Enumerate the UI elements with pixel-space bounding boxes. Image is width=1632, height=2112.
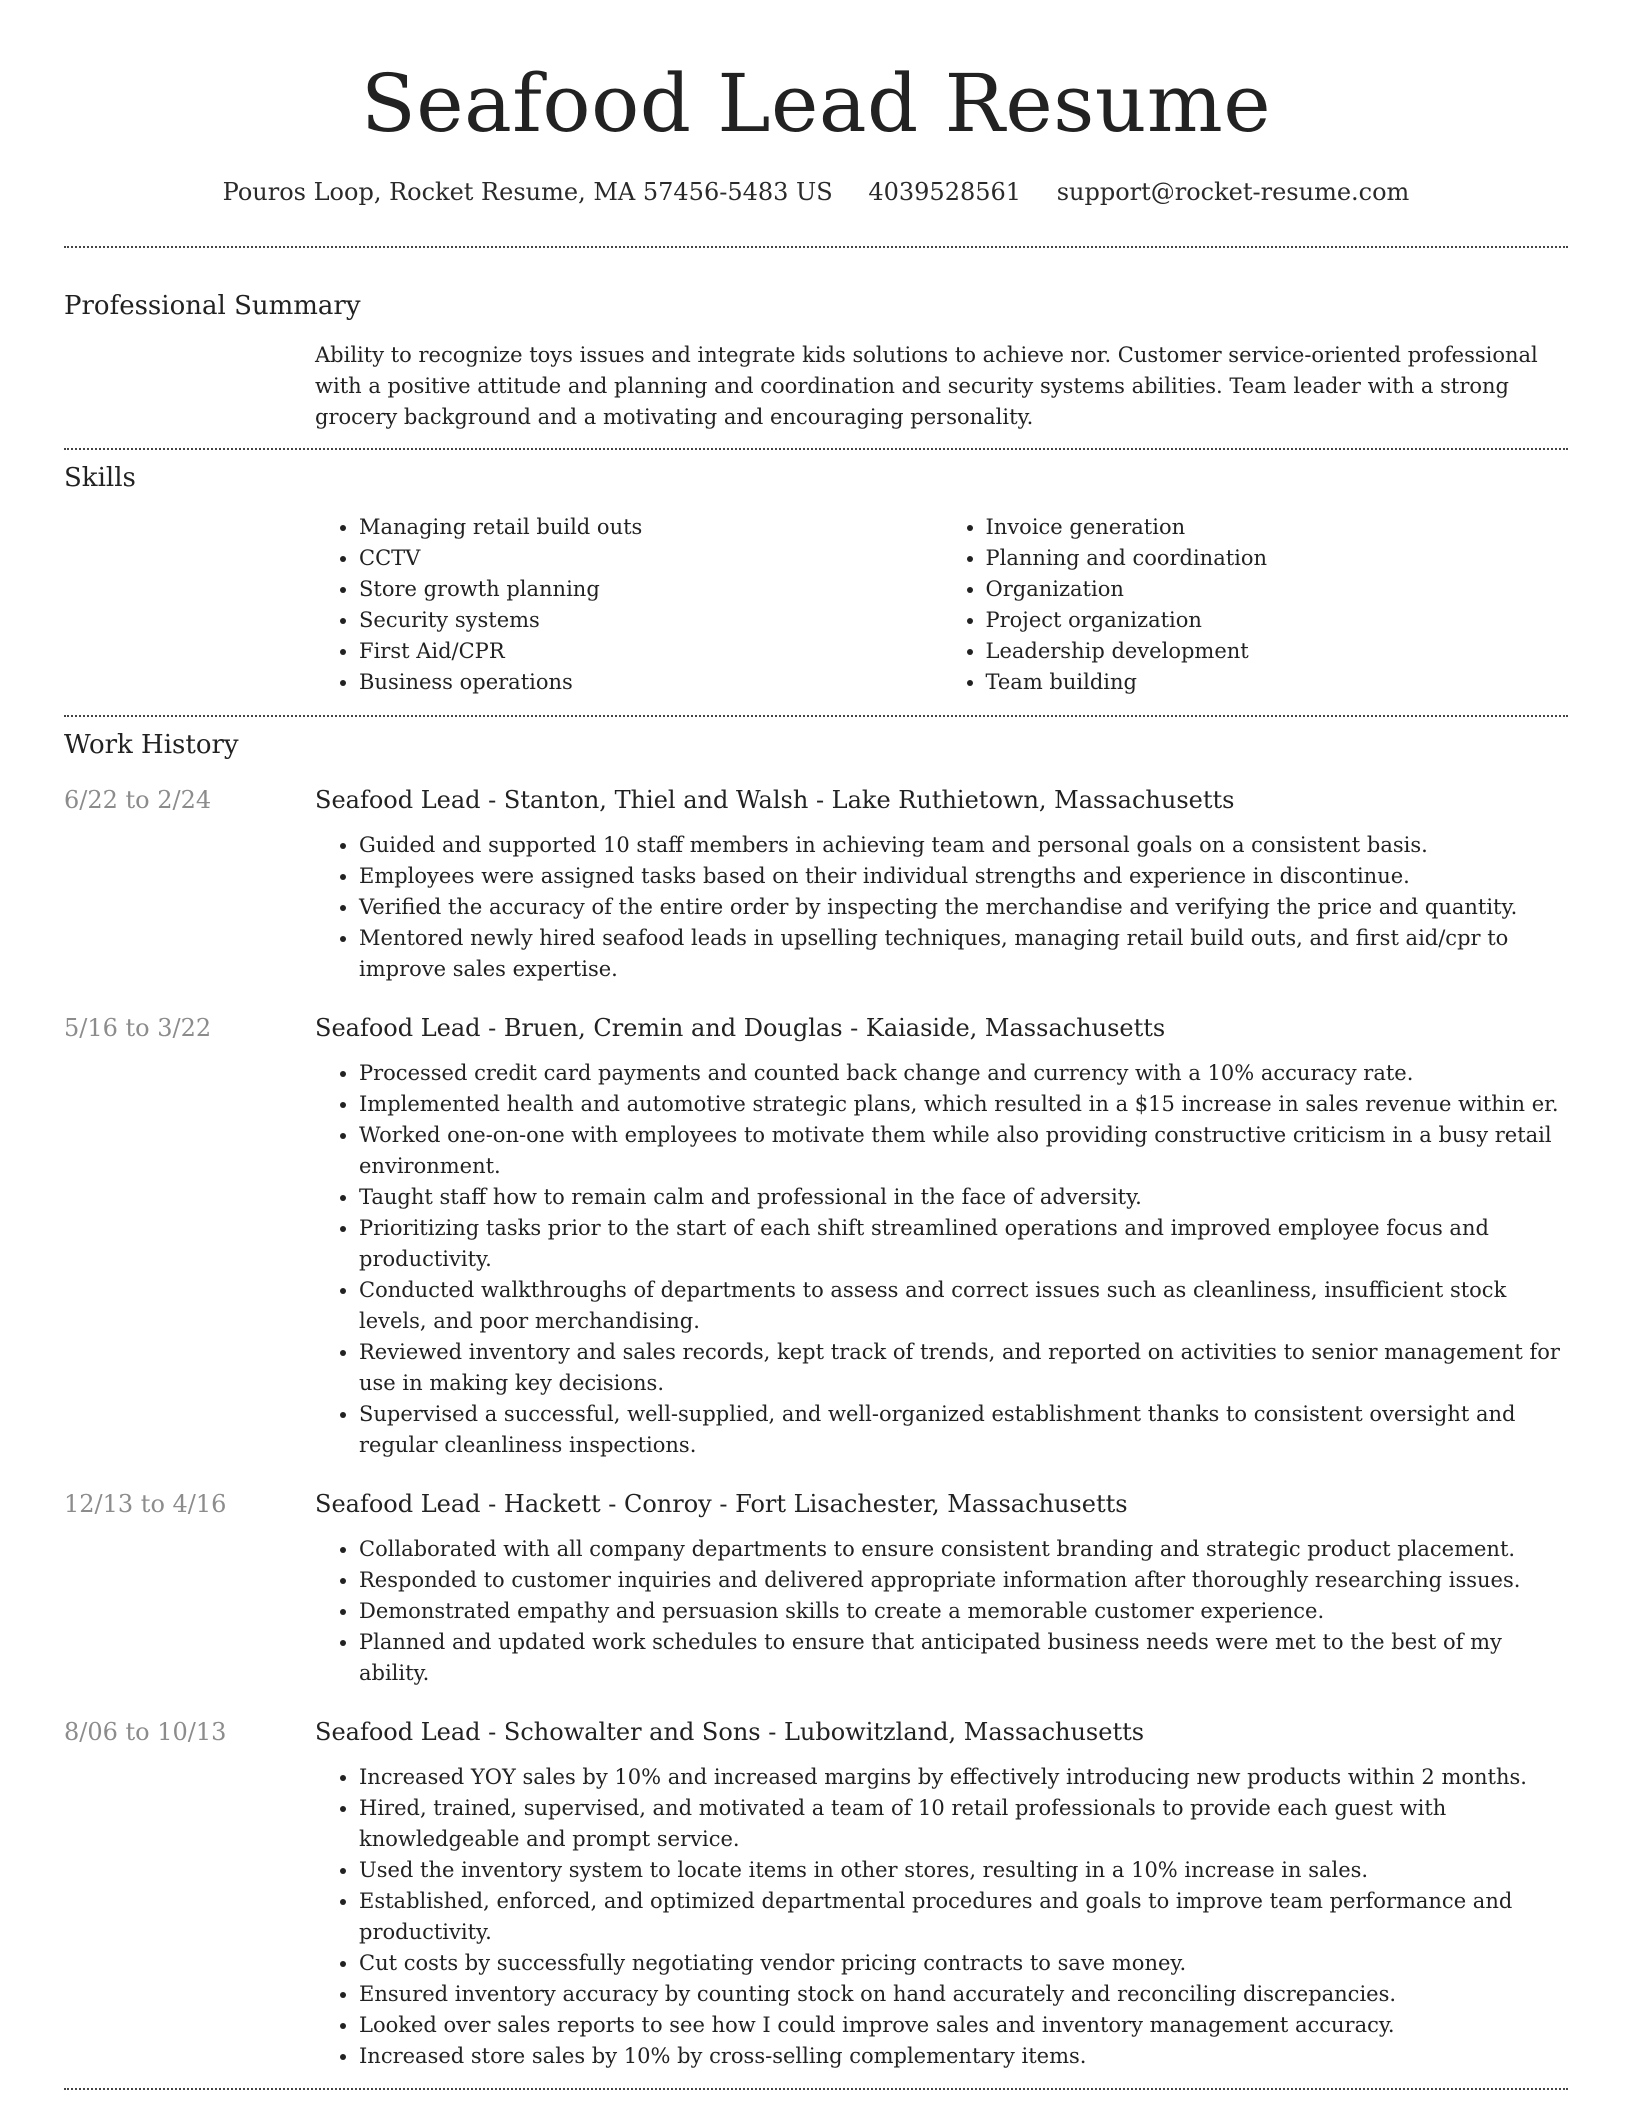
skill-item: • Business operations [359, 667, 942, 698]
job-bullet: • Collaborated with all company departments to ensure consistent branding and strategic product placement. [359, 1534, 1568, 1565]
job-dates: 5/16 to 3/22 [64, 1014, 212, 1042]
resume-title: Seafood Lead Resume [360, 57, 1272, 150]
job-bullets [315, 1058, 1568, 1461]
job-bullet: • Worked one-on-one with employees to motivate them while also providing constructive criticism in a busy retail environment. [359, 1120, 1568, 1182]
job-bullet: • Looked over sales reports to see how I could improve sales and inventory management accuracy. [359, 2010, 1568, 2041]
job-bullet: • Cut costs by successfully negotiating vendor pricing contracts to save money. [359, 1948, 1568, 1979]
skills-section [64, 461, 1568, 698]
summary-body [315, 340, 1568, 433]
summary-heading: Professional Summary [64, 291, 361, 321]
job-title: Seafood Lead - Bruen, Cremin and Douglas - Kaiaside, Massachusetts [315, 1014, 1166, 1042]
job-bullets [315, 1762, 1568, 2072]
skill-item: • Project organization [986, 605, 1569, 636]
skill-item: • Team building [986, 667, 1569, 698]
job-bullet: • Employees were assigned tasks based on their individual strengths and experience in discontinue. [359, 861, 1568, 892]
contact-line [64, 176, 1568, 208]
skill-item: • CCTV [359, 543, 942, 574]
resume-page [64, 0, 1568, 2090]
job-bullet: • Responded to customer inquiries and delivered appropriate information after thoroughly researching issues. [359, 1565, 1568, 1596]
skill-item: • Store growth planning [359, 574, 942, 605]
job-entry [64, 1012, 1568, 1461]
job-bullet: • Mentored newly hired seafood leads in upselling techniques, managing retail build outs, and first aid/cpr to improve sales expertise. [359, 923, 1568, 985]
job-bullet: • Prioritizing tasks prior to the start of each shift streamlined operations and improved employee focus and productivity. [359, 1213, 1568, 1275]
skill-item: • Managing retail build outs [359, 512, 942, 543]
job-bullet: • Implemented health and automotive strategic plans, which resulted in a $15 increase in sales revenue within er. [359, 1089, 1568, 1120]
job-bullet: • Increased store sales by 10% by cross-selling complementary items. [359, 2041, 1568, 2072]
job-bullet: • Conducted walkthroughs of departments to assess and correct issues such as cleanliness, insufficient stock levels, and poor merchandising. [359, 1275, 1568, 1337]
skill-item: • Security systems [359, 605, 942, 636]
job-bullet: • Increased YOY sales by 10% and increased margins by effectively introducing new products within 2 months. [359, 1762, 1568, 1793]
skill-item: • Organization [986, 574, 1569, 605]
skill-item: • Invoice generation [986, 512, 1569, 543]
summary-text: Ability to recognize toys issues and integrate kids solutions to achieve nor. Customer service-oriented professional with a positive attitude and planning and coordination and security systems abilities. Team leader with a strong grocery background and a motivating and encouraging personality. [315, 343, 1538, 429]
job-bullet: • Ensured inventory accuracy by counting stock on hand accurately and reconciling discrepancies. [359, 1979, 1568, 2010]
job-bullet: • Hired, trained, supervised, and motivated a team of 10 retail professionals to provide each guest with knowledgeable and prompt service. [359, 1793, 1568, 1855]
skill-item: • First Aid/CPR [359, 636, 942, 667]
divider [64, 2088, 1568, 2090]
job-dates: 8/06 to 10/13 [64, 1718, 227, 1746]
job-bullet: • Reviewed inventory and sales records, kept track of trends, and reported on activities to senior management for use in making key decisions. [359, 1337, 1568, 1399]
job-bullet: • Processed credit card payments and counted back change and currency with a 10% accuracy rate. [359, 1058, 1568, 1089]
skill-item: • Planning and coordination [986, 543, 1569, 574]
skill-item: • Leadership development [986, 636, 1569, 667]
job-entry [64, 784, 1568, 985]
job-details [315, 1716, 1568, 2072]
job-bullet: • Verified the accuracy of the entire order by inspecting the merchandise and verifying the price and quantity. [359, 892, 1568, 923]
summary-section [64, 289, 1568, 433]
skills-list-left [315, 512, 942, 698]
job-title: Seafood Lead - Hackett - Conroy - Fort Lisachester, Massachusetts [315, 1490, 1128, 1518]
job-bullet: • Demonstrated empathy and persuasion skills to create a memorable customer experience. [359, 1596, 1568, 1627]
job-title: Seafood Lead - Schowalter and Sons - Lubowitzland, Massachusetts [315, 1718, 1145, 1746]
work-section [64, 728, 1568, 2072]
job-bullets [315, 1534, 1568, 1689]
skills-grid [315, 512, 1568, 698]
job-bullet: • Planned and updated work schedules to ensure that anticipated business needs were met to the best of my ability. [359, 1627, 1568, 1689]
contact-address: Pouros Loop, Rocket Resume, MA 57456-5483 US [222, 178, 833, 206]
job-entry [64, 1488, 1568, 1689]
job-dates: 12/13 to 4/16 [64, 1490, 227, 1518]
job-entry [64, 1716, 1568, 2072]
job-bullet: • Guided and supported 10 staff members in achieving team and personal goals on a consistent basis. [359, 830, 1568, 861]
job-title: Seafood Lead - Stanton, Thiel and Walsh - Lake Ruthietown, Massachusetts [315, 786, 1235, 814]
job-bullets [315, 830, 1568, 985]
divider [64, 448, 1568, 450]
job-bullet: • Supervised a successful, well-supplied, and well-organized establishment thanks to consistent oversight and regular cleanliness inspections. [359, 1399, 1568, 1461]
skills-heading: Skills [64, 463, 136, 493]
job-bullet: • Established, enforced, and optimized departmental procedures and goals to improve team performance and productivity. [359, 1886, 1568, 1948]
job-details [315, 1488, 1568, 1689]
job-details [315, 784, 1568, 985]
skills-list-right [942, 512, 1569, 698]
job-details [315, 1012, 1568, 1461]
job-bullet: • Used the inventory system to locate items in other stores, resulting in a 10% increase in sales. [359, 1855, 1568, 1886]
contact-email: support@rocket-resume.com [1056, 178, 1410, 206]
job-dates: 6/22 to 2/24 [64, 786, 212, 814]
divider [64, 246, 1568, 248]
divider [64, 715, 1568, 717]
work-heading: Work History [64, 730, 239, 760]
job-bullet: • Taught staff how to remain calm and professional in the face of adversity. [359, 1182, 1568, 1213]
contact-phone: 4039528561 [868, 178, 1022, 206]
